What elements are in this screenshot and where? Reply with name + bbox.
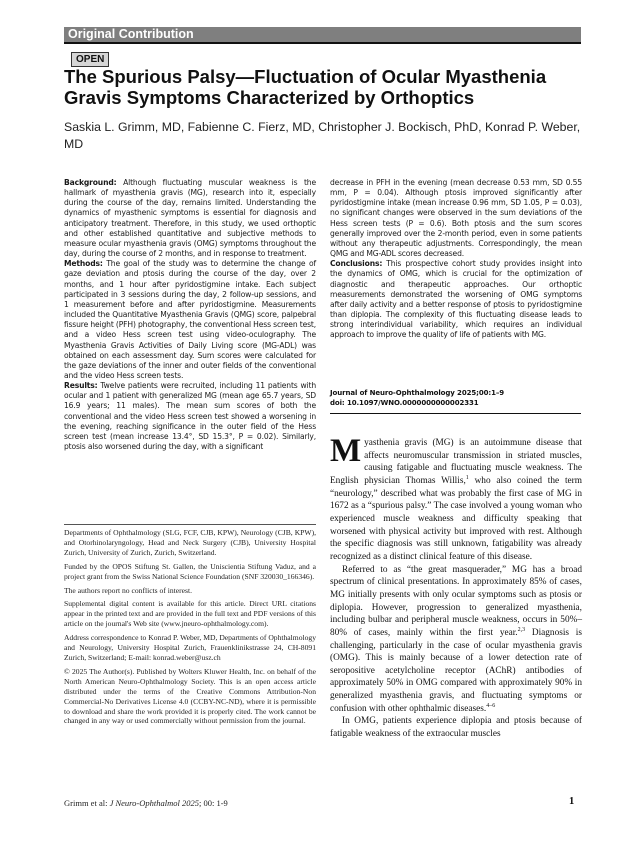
doi-link[interactable]: doi: 10.1097/WNO.0000000000002331 <box>330 399 479 407</box>
footnote-copyright: © 2025 The Author(s). Published by Wolters Kluwer Health, Inc. on behalf of the North American Neuro-Ophthalmology Society. This is an open access article distributed under the terms of the Creative Commons Attribution-Non Commercial-No Derivatives License 4.0 (CCBY-NC-ND), where it is permissible to download and share the work provided it is properly cited. The work cannot be changed in any way or used commercially without permission from the journal. <box>64 666 316 726</box>
open-access-badge: OPEN <box>71 52 109 67</box>
footnote-affiliations: Departments of Ophthalmology (SLG, FCF, CJB, KPW), Neurology (CJB, KPW), and Otorhinolaryngology, Head and Neck Surgery (CJB), University Hospital Zurich, University of Zurich, Zurich, Switzerland. <box>64 528 316 557</box>
methods-label: Methods: <box>64 259 103 269</box>
section-header-bar <box>64 27 581 44</box>
abstract-left-column <box>64 178 316 452</box>
journal-citation: Journal of Neuro-Ophthalmology 2025;00:1–9 <box>330 389 505 397</box>
background-label: Background: <box>64 178 117 187</box>
abstract-results-continued: decrease in PFH in the evening (mean decrease 0.53 mm, SD 0.55 mm, P = 0.04). Although ptosis improved significantly after pyridostigmine intake (mean increase 0.96 mm, SD 1.05, P = 0.03), no significant changes were observed in the sum deviations of the Hess screen tests (P = 0.6). Both ptosis and the sum scores generally improved over the 2-month period, even in some patients without any therapeutic adjustments. Correspondingly, the mean QMG and MG-ADL scores decreased. <box>330 178 582 259</box>
page-number: 1 <box>569 796 575 807</box>
footnotes <box>64 528 316 730</box>
abstract-divider <box>330 413 581 414</box>
section-label: Original Contribution <box>68 27 194 41</box>
footnote-conflicts: The authors report no conflicts of interest. <box>64 585 192 595</box>
footnote-supplemental: Supplemental digital content is available for this article. Direct URL citations appear in the printed text and are provided in the full text and PDF versions of this article on the journal's Web site (www.jneuro-ophthalmology.com). <box>64 599 316 629</box>
author-list: Saskia L. Grimm, MD, Fabienne C. Fierz, MD, Christopher J. Bockisch, PhD, Konrad P. Weber, MD <box>64 120 581 151</box>
conclusions-label: Conclusions: <box>330 259 383 269</box>
abstract-conclusions: Conclusions: This prospective cohort study provides insight into the dynamics of OMG, which is crucial for the optimization of diagnostic and therapeutic approaches. Our orthoptic measurements demonstrated the worsening of OMG symptoms after daily activity and a better response of ptosis to pyridostigmine than diplopia. The complexity of this fluctuating disease leads to strong interindividual variability, which requires an individual approach to improve the quality of life of patients with MG. <box>330 259 582 340</box>
body-paragraph-3: In OMG, patients experience diplopia and ptosis because of fatigable weakness of the extraocular muscles <box>330 716 582 740</box>
footnote-funding: Funded by the OPOS Stiftung St. Gallen, the Uniscientia Stiftung Vaduz, and a project grant from the Swiss National Science Foundation (SNF 320030_166346). <box>64 561 316 581</box>
results-label: Results: <box>64 381 98 391</box>
abstract-right-column <box>330 178 582 341</box>
abstract-methods: Methods: The goal of the study was to determine the change of gaze deviation and ptosis during the course of the day, over 2 months, and 1 hour after pyridostigmine intake. Each subject participated in 3 sessions during the day, 2 follow-up sessions, and 1 measurement before and after pyridostigmine. Measurements included the Quantitative Myasthenia Gravis (QMG) score, palpebral fissure height (PFH) photography, the conventional Hess screen test, and a video Hess screen test using video-oculography. The Myasthenia Gravis Activities of Daily Living score (MG-ADL) was obtained on each assessment day. Sum scores were calculated for the gaze deviations of the inner and outer fields of the conventional and the video Hess screen tests. <box>64 259 316 380</box>
footer-citation: Grimm et al: J Neuro-Ophthalmol 2025; 00: 1-9 <box>64 798 228 808</box>
footnote-divider <box>64 524 316 525</box>
citation-ref[interactable]: 2,3 <box>517 626 526 633</box>
abstract-background: Background: Although fluctuating muscular weakness is the hallmark of myasthenia gravis (MG), research into it, especially during the course of the day, remains limited. Understanding the dynamics of myasthenic symptoms is essential for diagnosis and anticipatory treatment. Therefore, in this study, we used orthoptic and other established quantitative and subjective methods to measure ocular myasthenia gravis (OMG) symptoms throughout the day, during the course of 2 months, and in response to treatment. <box>64 178 316 259</box>
body-paragraph-2: Referred to as “the great masquerader,” MG has a broad spectrum of clinical presentations. In approximately 85% of cases, MG initially presents with only ocular symptoms such as ptosis or diplopia. However, progression to generalized myasthenia, including bulbar and peripheral muscle weakness, occurs in 50%–80% of cases, mainly within the first year.$^{2,3}$ Diagnosis is challenging, particularly in the case of ocular myasthenia gravis (OMG). This is mainly because of a lower detection rate of seropositive acetylcholine receptor (AChR) antibodies of approximately 50% in OMG compared with approximately 90% in generalized myasthenia gravis, and fluctuating symptoms or confusion with other ophthalmic diseases.$^{4-6}$ <box>330 564 582 714</box>
drop-cap: M <box>330 433 362 469</box>
body-paragraph-1: Myasthenia gravis (MG) is an autoimmune disease that affects neuromuscular transmission in striated muscles, causing fatigable and fluctuating muscle weakness. The English physician Thomas Willis,$^1$ who also coined the term “neurology,” described what was probably the first case of MG in 1672 as a “spurious palsy.” The case involved a young woman who experienced muscle weakness and difficulty speaking that worsened with physical activity but improved with rest. Although the specific diagnosis was still unknown, fatigability was already recognized as a distinct clinical feature of this disease. <box>330 433 582 562</box>
citation-ref[interactable]: 4–6 <box>486 702 496 709</box>
article-title: The Spurious Palsy—Fluctuation of Ocular Myasthenia Gravis Symptoms Characterized by Orthoptics <box>64 66 547 108</box>
article-body <box>330 433 582 741</box>
footnote-correspondence: Address correspondence to Konrad P. Weber, MD, Departments of Ophthalmology and Neurology, University Hospital Zurich, Frauenklinikstrasse 24, CH-8091 Zurich, Switzerland; E-mail: konrad.weber@usz.ch <box>64 633 316 662</box>
journal-reference <box>330 388 582 408</box>
abstract-results: Results: Twelve patients were recruited, including 11 patients with ocular and 1 patient with generalized MG (mean age 65.7 years, SD 16.9 years; 11 males). The mean sum scores of both the conventional and the video Hess screen test showed a worsening in the evening, reaching significance in the outer field of the Hess screen test (mean increase 13.4°, SD 15.3°, P = 0.02). Similarly, ptosis also worsened during the day, with a significant <box>64 381 316 452</box>
citation-ref[interactable]: 1 <box>465 474 469 481</box>
